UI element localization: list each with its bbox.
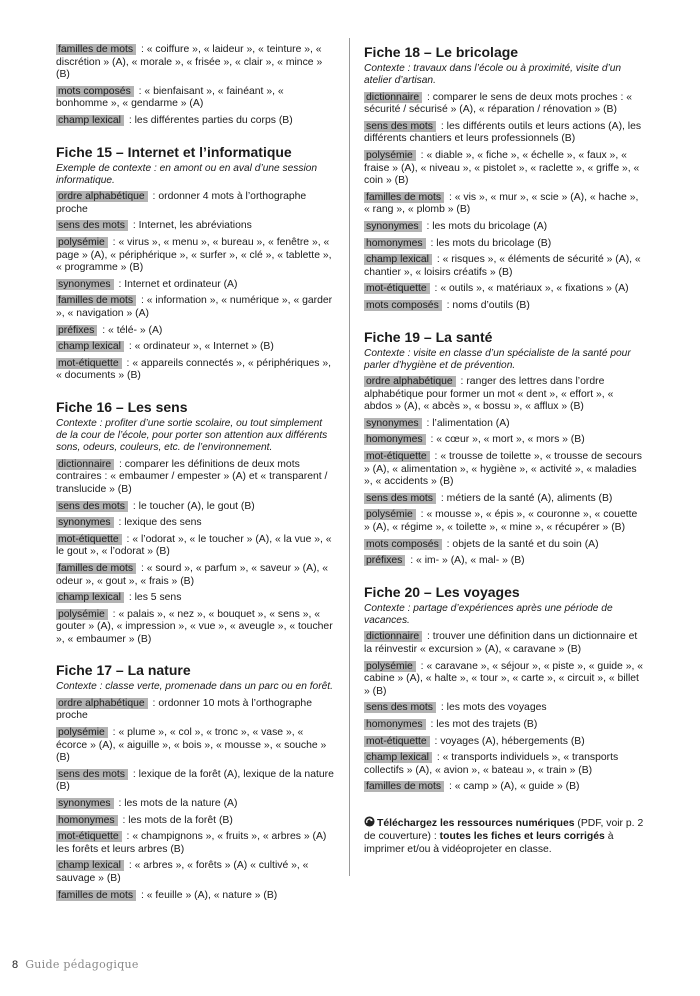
fiche-20-title: Fiche 20 – Les voyages — [364, 583, 520, 600]
lexicon-entry — [364, 752, 644, 777]
category-tag: homonymes — [364, 719, 426, 730]
category-tag: ordre alphabétique — [56, 698, 148, 709]
entry-text: : « plume », « col », « tronc », « vase », « écorce » (A), « aiguille », « bois », « mousse », « souche » (B) — [56, 726, 327, 764]
category-tag: champ lexical — [364, 752, 432, 763]
category-tag: familles de mots — [56, 563, 136, 574]
left-column — [56, 44, 336, 906]
lexicon-entry — [364, 539, 644, 552]
entry-text: : lexique des sens — [115, 517, 202, 529]
category-tag: familles de mots — [364, 192, 444, 203]
column-divider — [349, 38, 350, 876]
category-tag: familles de mots — [56, 890, 136, 901]
category-tag: champ lexical — [364, 254, 432, 265]
category-tag: mot-étiquette — [364, 283, 430, 294]
lexicon-entry — [56, 86, 336, 111]
category-tag: ordre alphabétique — [364, 376, 456, 387]
lexicon-entry — [56, 220, 336, 233]
download-text-mid: (PDF, voir p. 2 de couverture) : — [364, 817, 644, 842]
entry-text: : « l’odorat », « le toucher » (A), « la vue », « le gout », « l’odorat » (B) — [56, 533, 332, 558]
lexicon-entry — [364, 719, 644, 732]
lexicon-entry — [364, 555, 644, 568]
lexicon-entry — [364, 493, 644, 506]
intro-section — [56, 44, 336, 128]
entry-text: : « risques », « éléments de sécurité » (A), « chantier », « loisirs créatifs » (B) — [364, 254, 641, 278]
fiche-19-context: Contexte : visite en classe d’un spécialiste de la santé pour parler d’hygiène et de prévention. — [364, 347, 631, 371]
entry-text: : objets de la santé et du soin (A) — [443, 538, 599, 550]
right-column — [364, 44, 644, 856]
lexicon-entry — [56, 115, 336, 128]
fiche-19-entries — [364, 376, 644, 568]
entry-text: : « outils », « matériaux », « fixations » (A) — [431, 283, 629, 295]
fiche-20-context: Contexte : partage d’expériences après une période de vacances. — [364, 602, 613, 627]
category-tag: polysémie — [56, 609, 108, 620]
category-tag: dictionnaire — [364, 631, 422, 642]
category-tag: synonymes — [56, 798, 114, 809]
fiche-16-title: Fiche 16 – Les sens — [56, 398, 188, 415]
category-tag: sens des mots — [364, 493, 436, 504]
entry-text: : les différents outils et leurs actions (A), les différents chantiers et leurs professionnels (B) — [364, 120, 642, 145]
lexicon-entry — [56, 358, 336, 383]
entry-text: : les mots du bricolage (B) — [427, 237, 552, 249]
lexicon-entry — [364, 736, 644, 749]
entry-text: : « télé- » (A) — [99, 324, 163, 336]
entry-text: : « mousse », « épis », « couronne », « couette » (A), « régime », « toilette », « mine », « récupérer » (B) — [364, 509, 638, 534]
category-tag: familles de mots — [364, 781, 444, 792]
fiche-17-entries — [56, 698, 336, 902]
category-tag: mots composés — [364, 300, 442, 311]
entry-text: : le toucher (A), le gout (B) — [130, 500, 255, 512]
entry-text: : les 5 sens — [125, 592, 182, 604]
entry-text: : « virus », « menu », « bureau », « fenêtre », « page » (A), « périphérique », « surfer », « clé », « tablette », « programme » (B) — [56, 236, 332, 274]
entry-text: : « cœur », « mort », « mors » (B) — [427, 434, 585, 446]
category-tag: homonymes — [56, 815, 118, 826]
fiche-15-entries — [56, 191, 336, 383]
entry-text: : comparer le sens de deux mots proches : « sécurité / sécurisé » (A), « réparation / rénovation » (B) — [364, 91, 633, 116]
entry-text: : « camp » (A), « guide » (B) — [446, 781, 580, 793]
category-tag: polysémie — [56, 237, 108, 248]
category-tag: polysémie — [364, 509, 416, 520]
fiche-20-entries — [364, 631, 644, 794]
category-tag: préfixes — [56, 325, 97, 336]
category-tag: mot-étiquette — [364, 451, 430, 462]
category-tag: polysémie — [364, 150, 416, 161]
entry-text: : « feuille » (A), « nature » (B) — [138, 889, 278, 901]
entry-text: : l’alimentation (A) — [423, 417, 510, 429]
entry-text: : « caravane », « séjour », « piste », « guide », « cabine » (A), « halte », « tour », « carte », « circuit », « billet » (B) — [364, 660, 644, 697]
download-bold-mid: toutes les fiches et leurs corrigés — [439, 830, 605, 842]
lexicon-entry — [364, 781, 644, 794]
entry-text: : ordonner 10 mots à l’orthographe proche — [56, 697, 312, 722]
lexicon-entry — [56, 191, 336, 216]
category-tag: champ lexical — [56, 115, 124, 126]
lexicon-entry — [56, 341, 336, 354]
download-note — [364, 816, 644, 856]
lexicon-entry — [364, 221, 644, 234]
category-tag: préfixes — [364, 555, 405, 566]
category-tag: synonymes — [364, 221, 422, 232]
category-tag: champ lexical — [56, 860, 124, 871]
entry-text: : « transports individuels », « transports collectifs » (A), « avion », « bateau », « train » (B) — [364, 752, 619, 776]
fiche-18-title: Fiche 18 – Le bricolage — [364, 44, 519, 60]
page-number: 8 — [12, 959, 19, 971]
lexicon-entry — [56, 517, 336, 530]
fiche-19-title: Fiche 19 – La santé — [364, 328, 493, 345]
lexicon-entry — [56, 831, 336, 856]
category-tag: sens des mots — [56, 769, 128, 780]
fiche-16-entries — [56, 459, 336, 647]
entry-text: : « im- » (A), « mal- » (B) — [407, 555, 525, 567]
entry-text: : « trousse de toilette », « trousse de secours » (A), « alimentation », « hygiène », « activité », « maladies », « accidents » (B) — [364, 451, 642, 488]
category-tag: ordre alphabétique — [56, 191, 148, 202]
lexicon-entry — [364, 434, 644, 447]
fiche-16-context: Contexte : profiter d’une sortie scolaire, ou tout simplement de la cour de l’école, pour porter son attention aux différents sons, odeurs, couleurs, etc. de l’environnement. — [56, 417, 328, 454]
fiche-17-context: Contexte : classe verte, promenade dans un parc ou en forêt. — [56, 681, 333, 693]
lexicon-entry — [364, 661, 644, 699]
entry-text: : métiers de la santé (A), aliments (B) — [438, 492, 613, 504]
lexicon-entry — [364, 300, 644, 313]
footer-label: Guide pédagogique — [25, 958, 139, 971]
lexicon-entry — [56, 890, 336, 903]
category-tag: sens des mots — [364, 702, 436, 713]
lexicon-entry — [56, 815, 336, 828]
download-bold-start: Téléchargez les ressources numériques — [377, 817, 575, 829]
category-tag: sens des mots — [56, 501, 128, 512]
category-tag: homonymes — [364, 238, 426, 249]
lexicon-entry — [56, 44, 336, 82]
lexicon-entry — [364, 509, 644, 534]
entry-text: : « arbres », « forêts » (A) « cultivé », « sauvage » (B) — [56, 860, 309, 884]
page-footer — [12, 958, 139, 971]
lexicon-entry — [364, 418, 644, 431]
lexicon-entry — [56, 727, 336, 765]
category-tag: mot-étiquette — [56, 831, 122, 842]
entry-text: : les mots de la forêt (B) — [119, 814, 233, 826]
lexicon-entry — [56, 769, 336, 794]
entry-text: : ordonner 4 mots à l’orthographe proche — [56, 191, 307, 215]
entry-text: : Internet, les abréviations — [130, 220, 252, 232]
lexicon-entry — [56, 279, 336, 292]
category-tag: mot-étiquette — [364, 736, 430, 747]
lexicon-entry — [364, 150, 644, 188]
lexicon-entry — [56, 459, 336, 497]
entry-text: : les mots des voyages — [438, 702, 547, 714]
download-text-end: à imprimer et/ou à vidéoprojeter en classe. — [364, 830, 614, 855]
lexicon-entry — [364, 702, 644, 715]
category-tag: synonymes — [56, 517, 114, 528]
category-tag: familles de mots — [56, 295, 136, 306]
category-tag: polysémie — [56, 727, 108, 738]
lexicon-entry — [56, 698, 336, 723]
lexicon-entry — [56, 609, 336, 647]
lexicon-entry — [364, 121, 644, 146]
lexicon-entry — [56, 563, 336, 588]
category-tag: sens des mots — [56, 220, 128, 231]
category-tag: champ lexical — [56, 592, 124, 603]
download-icon — [364, 816, 375, 827]
entry-text: : « sourd », « parfum », « saveur » (A), « odeur », « gout », « frais » (B) — [56, 562, 329, 587]
entry-text: : les mot des trajets (B) — [427, 718, 538, 730]
lexicon-entry — [364, 192, 644, 217]
entry-text: : « coiffure », « laideur », « teinture », « discrétion » (A), « morale », « frisée », « clair », « mince » (B) — [56, 44, 323, 81]
category-tag: familles de mots — [56, 44, 136, 55]
lexicon-entry — [56, 860, 336, 885]
fiche-18-entries — [364, 92, 644, 313]
category-tag: mot-étiquette — [56, 534, 122, 545]
fiche-17-title: Fiche 17 – La nature — [56, 662, 191, 679]
entry-text: : « bienfaisant », « fainéant », « bonhomme », « gendarme » (A) — [56, 85, 284, 110]
lexicon-entry — [364, 92, 644, 117]
category-tag: dictionnaire — [56, 459, 114, 470]
fiche-15-context: Exemple de contexte : en amont ou en aval d’une session informatique. — [56, 162, 318, 186]
entry-text: : « ordinateur », « Internet » (B) — [125, 341, 274, 353]
entry-text: : « diable », « fiche », « échelle », « faux », « fraise » (A), « niveau », « pistolet », « raclette », « griffe », « coin » (B) — [364, 149, 640, 187]
lexicon-entry — [364, 283, 644, 296]
lexicon-entry — [364, 376, 644, 414]
category-tag: synonymes — [364, 418, 422, 429]
category-tag: mots composés — [364, 539, 442, 550]
lexicon-entry — [364, 238, 644, 251]
lexicon-entry — [56, 798, 336, 811]
category-tag: homonymes — [364, 434, 426, 445]
lexicon-entry — [364, 254, 644, 279]
lexicon-entry — [56, 501, 336, 514]
entry-text: : trouver une définition dans un dictionnaire et la réinvestir « excursion » (A), « caravane » (B) — [364, 631, 638, 655]
entry-text: : comparer les définitions de deux mots contraires : « embaumer / empester » (A) et « transparent / translucide » (B) — [56, 458, 328, 495]
entry-text: : les différentes parties du corps (B) — [125, 114, 293, 126]
lexicon-entry — [56, 592, 336, 605]
entry-text: : « champignons », « fruits », « arbres » (A) les forêts et leurs arbres (B) — [56, 831, 327, 855]
entry-text: : ranger des lettres dans l’ordre alphabétique pour former un mot « dent », « effort », « abdos » (A), « abcès », « bossu », « afflux » (B) — [364, 376, 614, 413]
lexicon-entry — [56, 237, 336, 275]
entry-text: : les mots du bricolage (A) — [423, 220, 548, 232]
lexicon-entry — [364, 631, 644, 656]
category-tag: champ lexical — [56, 341, 124, 352]
fiche-15-title: Fiche 15 – Internet et l’informatique — [56, 143, 292, 160]
entry-text: : « palais », « nez », « bouquet », « sens », « gouter » (A), « impression », « vue », « aveugle », « toucher », « embaumer » (B) — [56, 608, 333, 645]
category-tag: sens des mots — [364, 121, 436, 132]
entry-text: : « appareils connectés », « périphériques », « documents » (B) — [56, 357, 332, 382]
lexicon-entry — [56, 295, 336, 320]
category-tag: mots composés — [56, 86, 134, 97]
category-tag: synonymes — [56, 279, 114, 290]
entry-text: : noms d’outils (B) — [443, 299, 530, 311]
entry-text: : lexique de la forêt (A), lexique de la nature (B) — [56, 768, 334, 793]
entry-text: : Internet et ordinateur (A) — [115, 278, 238, 290]
entry-text: : « information », « numérique », « garder », « navigation » (A) — [56, 295, 333, 319]
entry-text: : voyages (A), hébergements (B) — [431, 735, 585, 747]
category-tag: mot-étiquette — [56, 358, 122, 369]
category-tag: polysémie — [364, 661, 416, 672]
fiche-18-context: Contexte : travaux dans l’école ou à proximité, visite d’un atelier d’artisan. — [364, 63, 622, 87]
entry-text: : les mots de la nature (A) — [115, 797, 238, 809]
lexicon-entry — [364, 451, 644, 489]
entry-text: : « vis », « mur », « scie » (A), « hache », « rang », « plomb » (B) — [364, 191, 639, 216]
lexicon-entry — [56, 534, 336, 559]
lexicon-entry — [56, 325, 336, 338]
category-tag: dictionnaire — [364, 92, 422, 103]
